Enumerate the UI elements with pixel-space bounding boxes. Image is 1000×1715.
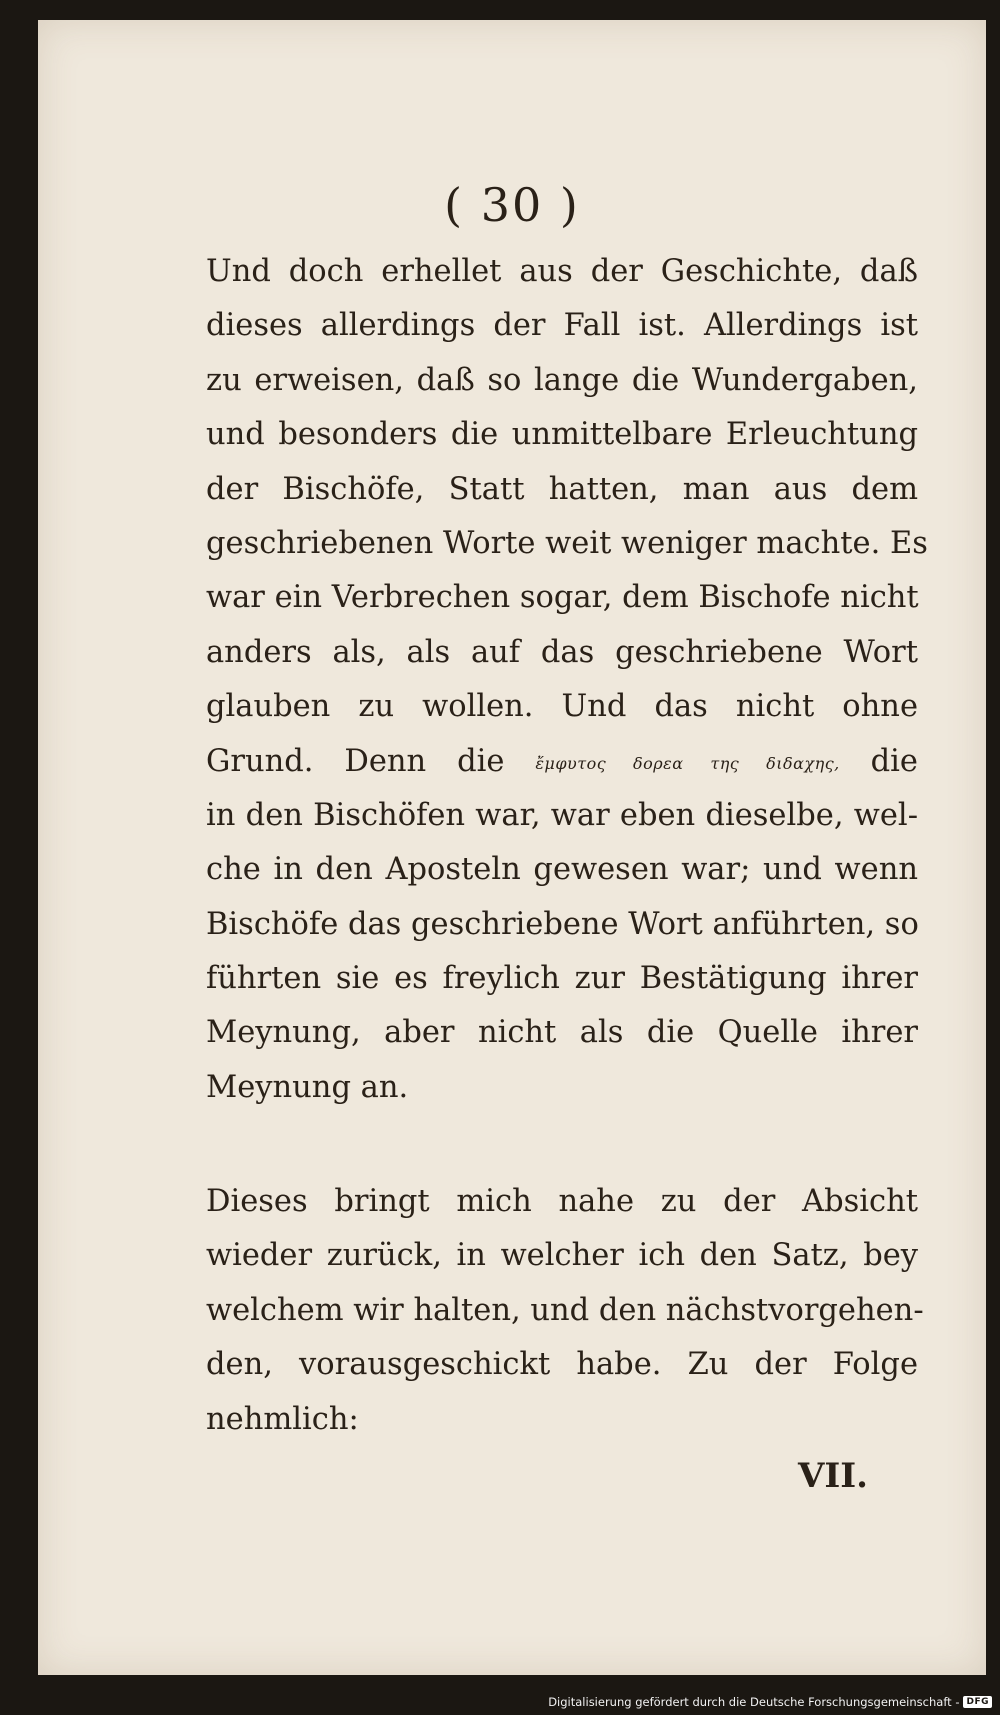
text-line: Dieses bringt mich nahe zu der Absicht <box>206 1184 918 1219</box>
text-line: glauben zu wollen. Und das nicht ohne <box>206 689 918 725</box>
text-line: in den Bischöfen war, war eben dieselbe, wel- <box>206 797 918 833</box>
text-line: wieder zurück, in welcher ich den Satz, bey <box>206 1238 918 1274</box>
digitization-credit <box>548 1695 992 1709</box>
text-line: zu erweisen, daß so lange die Wundergaben, <box>206 362 918 398</box>
paragraph-2 <box>206 1175 924 1447</box>
text-line: Meynung an. <box>206 1069 409 1105</box>
footer-bar <box>0 1685 1000 1715</box>
greek-phrase: ἔμφυτος δορεα της διδαχης, <box>535 753 840 773</box>
line-10-end: die <box>870 743 918 779</box>
book-page <box>38 20 986 1675</box>
text-line: geschriebenen Worte weit weniger machte. Es <box>206 525 928 561</box>
text-line: welchem wir halten, und den nächstvorgehen- <box>206 1292 924 1328</box>
text-line: und besonders die unmittelbare Erleuchtung <box>206 417 918 453</box>
dfg-logo-icon: DFG <box>963 1696 992 1708</box>
text-line: dieses allerdings der Fall ist. Allerdings ist <box>206 308 918 344</box>
text-line: war ein Verbrechen sogar, dem Bischofe nicht <box>206 580 919 616</box>
line-10-start: Grund. Denn die <box>206 743 505 779</box>
text-line: nehmlich: <box>206 1401 359 1437</box>
text-line: Meynung, aber nicht als die Quelle ihrer <box>206 1015 918 1051</box>
text-line: den, vorausgeschickt habe. Zu der Folge <box>206 1347 918 1383</box>
text-line-with-greek <box>206 735 918 789</box>
text-line: Bischöfe das geschriebene Wort anführten, so <box>206 906 919 942</box>
text-line: Und doch erhellet aus der Geschichte, daß <box>206 254 918 289</box>
text-line: führten sie es freylich zur Bestätigung ihrer <box>206 961 918 997</box>
catchword: VII. <box>797 1456 868 1496</box>
text-line: der Bischöfe, Statt hatten, man aus dem <box>206 471 918 507</box>
paragraph-1 <box>206 245 928 1115</box>
text-line: anders als, als auf das geschriebene Wort <box>206 634 918 670</box>
text-line: che in den Aposteln gewesen war; und wenn <box>206 852 918 888</box>
page-number: ( 30 ) <box>444 178 580 232</box>
credit-text: Digitalisierung gefördert durch die Deutsche Forschungsgemeinschaft - <box>548 1695 960 1709</box>
